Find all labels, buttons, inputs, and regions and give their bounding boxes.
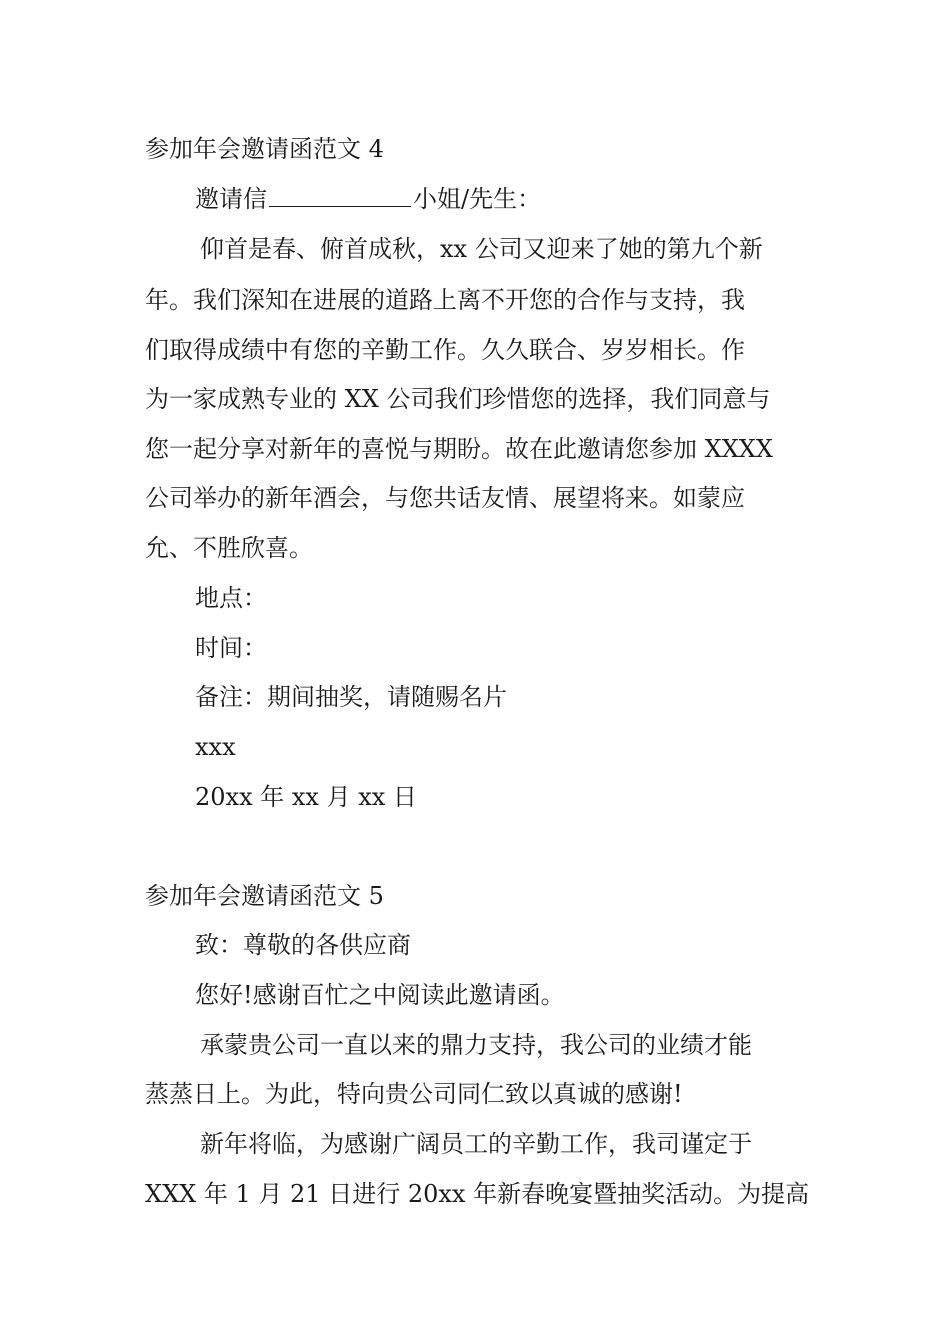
- salutation-prefix: 邀请信: [195, 185, 267, 213]
- section4-body-line: 年。我们深知在进展的道路上离不开您的合作与支持，我: [145, 286, 745, 314]
- section5-para1-line: 承蒙贵公司一直以来的鼎力支持，我公司的业绩才能: [200, 1031, 752, 1059]
- section5-para1-line: 蒸蒸日上。为此，特向贵公司同仁致以真诚的感谢!: [145, 1080, 683, 1108]
- section5-para2-line: 新年将临，为感谢广阔员工的辛勤工作，我司谨定于: [200, 1130, 752, 1158]
- section5-greeting: 您好!感谢百忙之中阅读此邀请函。: [195, 981, 565, 1009]
- section4-time: 时间：: [195, 634, 267, 662]
- section4-salutation: [195, 184, 810, 214]
- section4-body-line: 公司举办的新年酒会，与您共话友情、展望将来。如蒙应: [145, 484, 745, 512]
- section5-title: 参加年会邀请函范文 5: [145, 882, 384, 910]
- section4-title: 参加年会邀请函范文 4: [145, 135, 384, 163]
- section4-date: 20xx 年 xx 月 xx 日: [195, 783, 417, 811]
- section5-to: 致：尊敬的各供应商: [195, 931, 411, 959]
- section4-body-line: 们取得成绩中有您的辛勤工作。久久联合、岁岁相长。作: [145, 336, 745, 364]
- section4-note: 备注：期间抽奖，请随赐名片: [195, 683, 507, 711]
- salutation-suffix: 小姐/先生：: [413, 185, 542, 213]
- section4-body-line: 您一起分享对新年的喜悦与期盼。故在此邀请您参加 XXXX: [145, 435, 773, 463]
- section4-body-line: 允、不胜欣喜。: [145, 534, 313, 562]
- section4-location: 地点：: [195, 584, 267, 612]
- section4-body-line: 仰首是春、俯首成秋，xx 公司又迎来了她的第九个新: [200, 235, 763, 263]
- section4-body-line: 为一家成熟专业的 XX 公司我们珍惜您的选择，我们同意与: [145, 385, 771, 413]
- section4-signer: xxx: [195, 733, 236, 761]
- name-blank: [269, 186, 411, 207]
- section5-para2-line: XXX 年 1 月 21 日进行 20xx 年新春晚宴暨抽奖活动。为提高: [145, 1180, 810, 1208]
